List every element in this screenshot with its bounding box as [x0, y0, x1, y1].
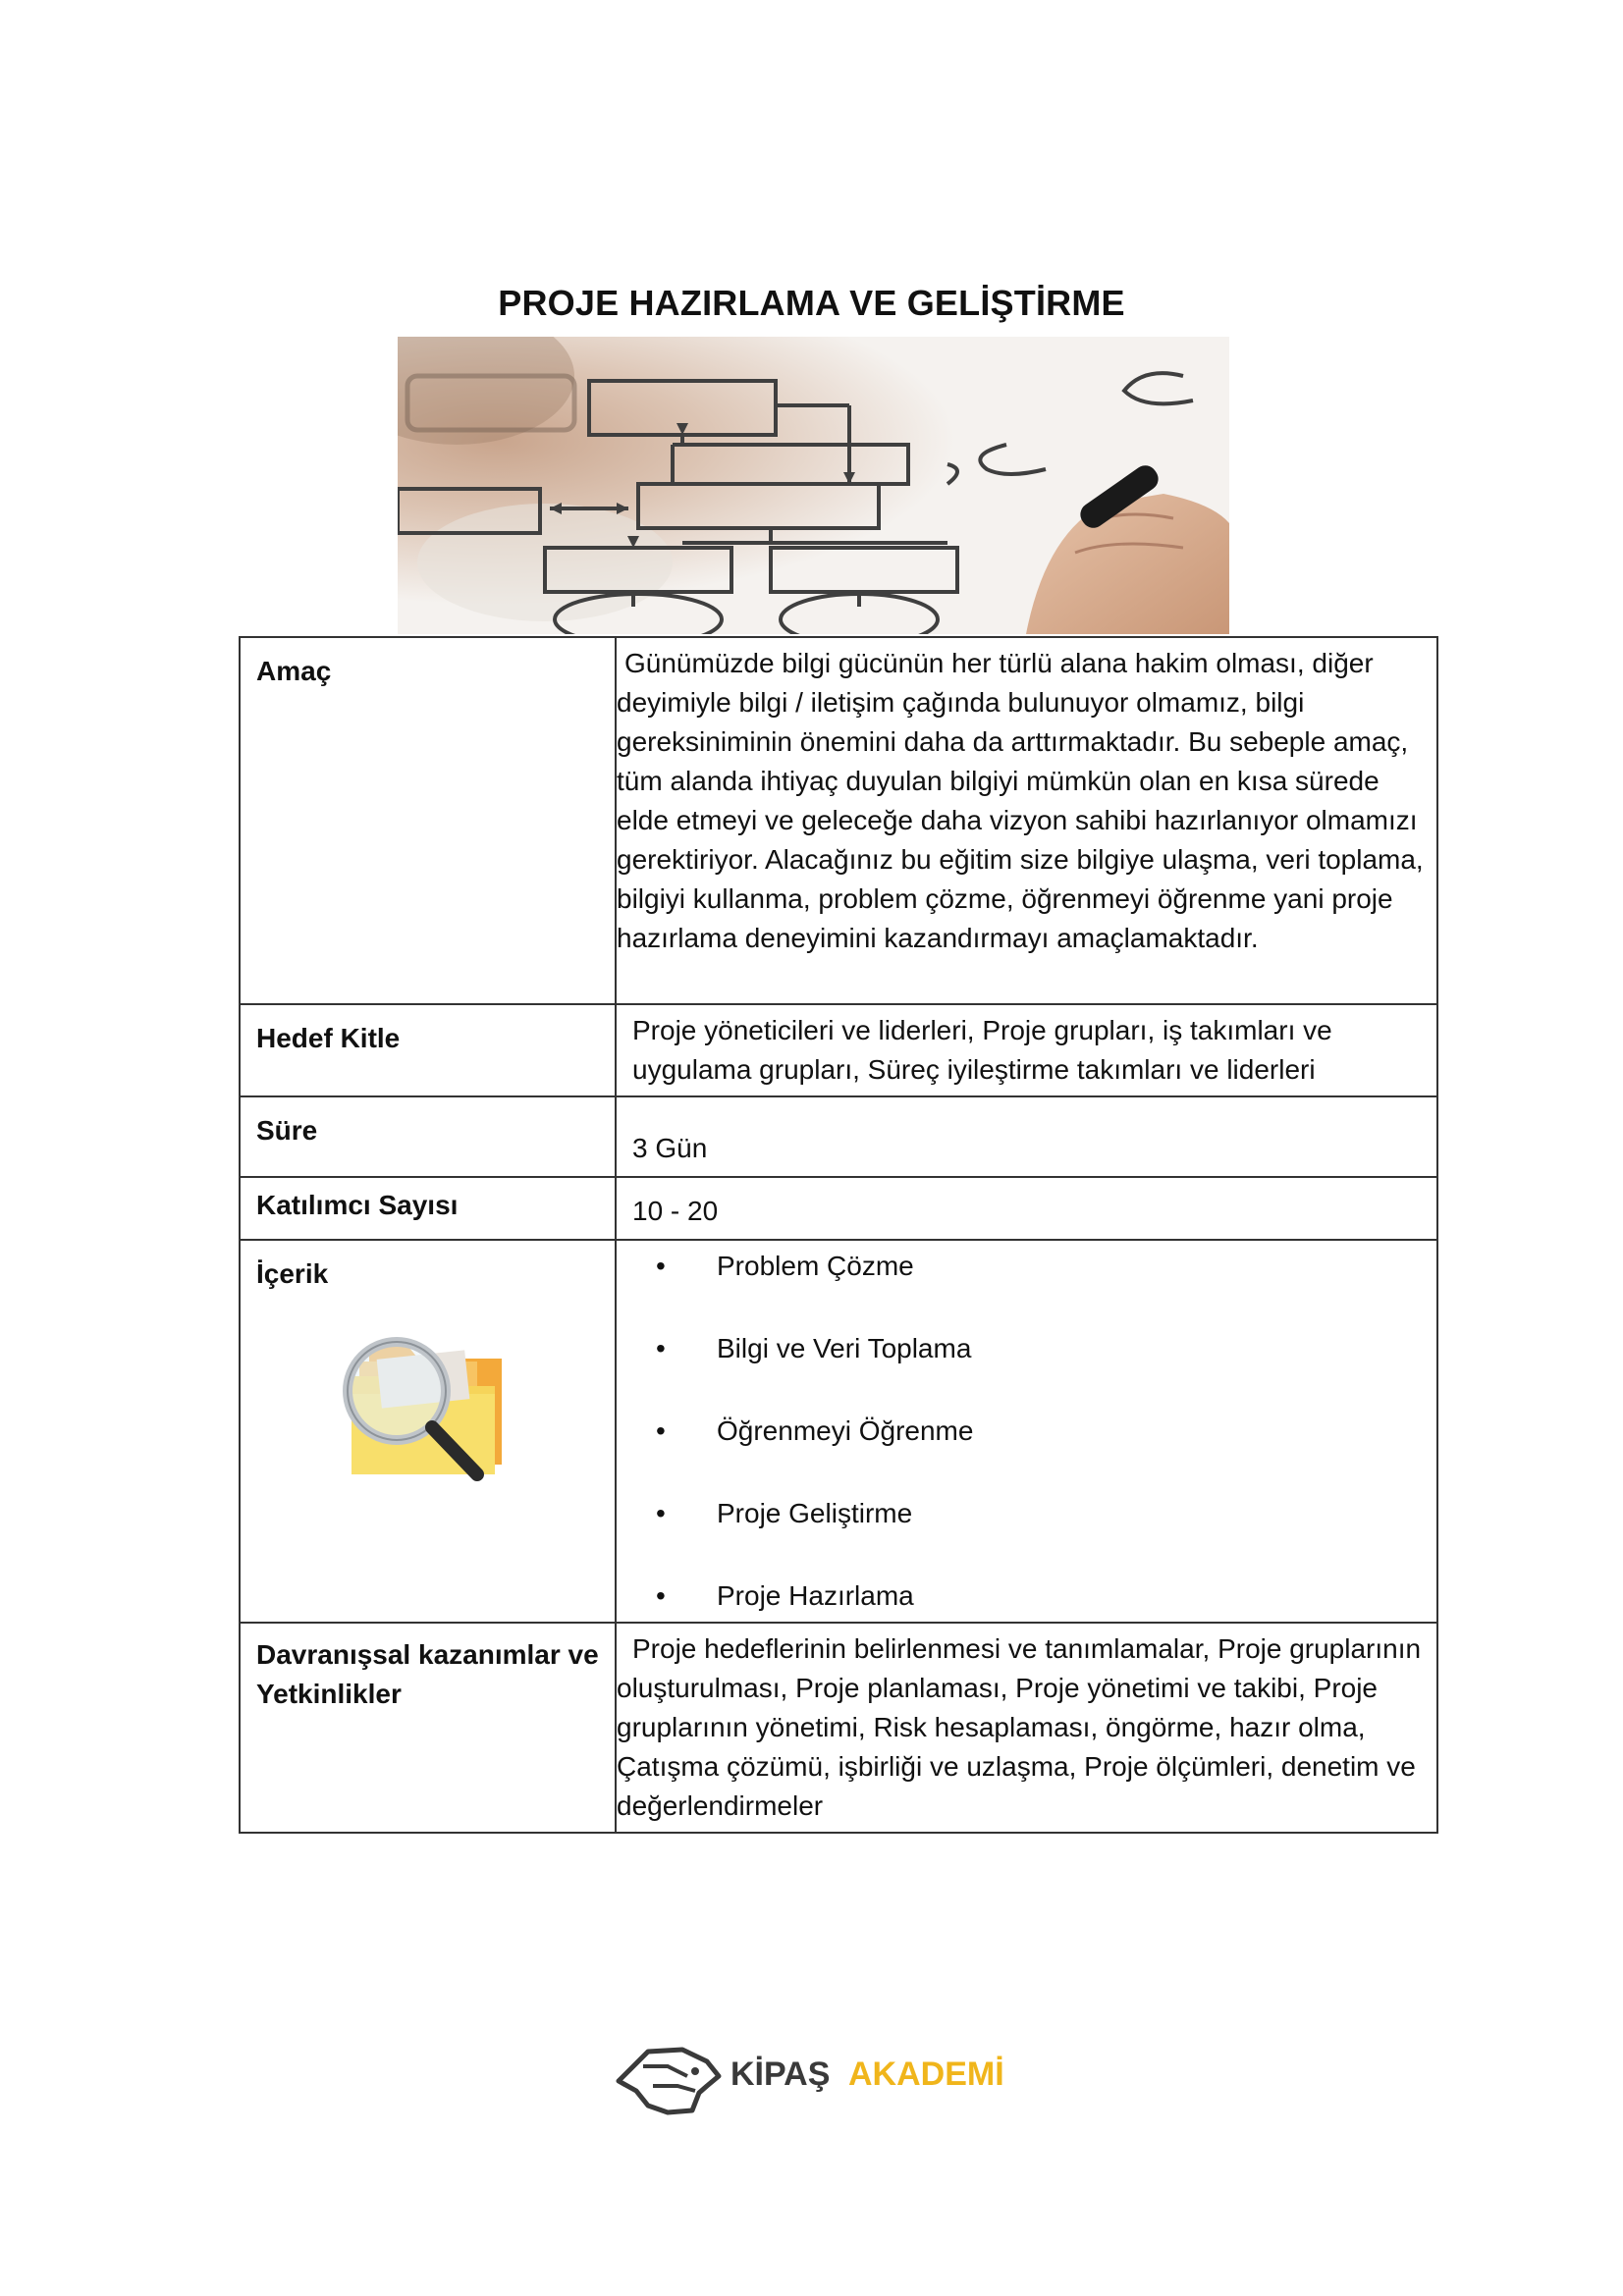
folder-magnifier-icon [330, 1317, 599, 1505]
sure-value: 3 Gün [616, 1096, 1437, 1177]
lion-head-icon [609, 2032, 727, 2120]
row-kazanimlar [240, 1623, 1437, 1833]
row-katilimci [240, 1177, 1437, 1240]
row-sure [240, 1096, 1437, 1177]
row-amac [240, 637, 1437, 1004]
katilimci-value: 10 - 20 [616, 1177, 1437, 1240]
course-info-table [239, 636, 1438, 1834]
kazanimlar-value [616, 1623, 1437, 1833]
sure-label: Süre [240, 1096, 616, 1177]
page-title: PROJE HAZIRLAMA VE GELİŞTİRME [498, 283, 1125, 323]
icerik-label-cell [240, 1240, 616, 1623]
amac-value [616, 637, 1437, 1004]
list-item: • Bilgi ve Veri Toplama [656, 1329, 1433, 1412]
list-item: • Proje Geliştirme [656, 1494, 1433, 1576]
list-item: • Öğrenmeyi Öğrenme [656, 1412, 1433, 1494]
list-item: • Problem Çözme [656, 1247, 1433, 1329]
kazanimlar-label: Davranışsal kazanımlar ve Yetkinlikler [240, 1623, 616, 1833]
icerik-label: İçerik [256, 1258, 329, 1289]
icerik-value [616, 1240, 1437, 1623]
list-item: • Proje Hazırlama [656, 1576, 1433, 1616]
content-list [617, 1247, 1433, 1616]
row-icerik [240, 1240, 1437, 1623]
logo-text-kipas: KİPAŞ [730, 2056, 831, 2093]
row-hedef-kitle [240, 1004, 1437, 1096]
logo-text-akademi: AKADEMİ [848, 2056, 1004, 2093]
kipas-akademi-logo [609, 2032, 1021, 2120]
hedef-kitle-label: Hedef Kitle [240, 1004, 616, 1096]
amac-label: Amaç [240, 637, 616, 1004]
katilimci-label: Katılımcı Sayısı [240, 1177, 616, 1240]
amac-text: Günümüzde bilgi gücünün her türlü alana hakim olması, diğer deyimiyle bilgi / iletişim çağında bulunuyor olmamız, bilgi gereksiniminin önemini daha da arttırmaktadır. Bu sebeple amaç, tüm alanda ihtiyaç duyulan bilgiyi mümkün olan en kısa sürede elde etmeyi ve geleceğe daha vizyon sahibi hazırlanıyor olmamızı gerektiriyor. Alacağınız bu eğitim size bilgiye ulaşma, veri toplama, bilgiyi kullanma, problem çözme, öğrenmeyi öğrenme yani proje hazırlama deneyimini kazandırmayı amaçlamaktadır. [617, 648, 1424, 953]
hedef-kitle-value: Proje yöneticileri ve liderleri, Proje grupları, iş takımları ve uygulama grupları, Süreç iyileştirme takımları ve liderleri [616, 1004, 1437, 1096]
kazanimlar-text: Proje hedeflerinin belirlenmesi ve tanımlamalar, Proje gruplarının oluşturulması, Proje planlaması, Proje yönetimi ve takibi, Proje gruplarının yönetimi, Risk hesaplaması, öngörme, hazır olma, Çatışma çözümü, işbirliği ve uzlaşma, Proje ölçümleri, denetim ve değerlendirmeler [617, 1633, 1422, 1821]
flowchart-hero-image [398, 337, 1229, 634]
